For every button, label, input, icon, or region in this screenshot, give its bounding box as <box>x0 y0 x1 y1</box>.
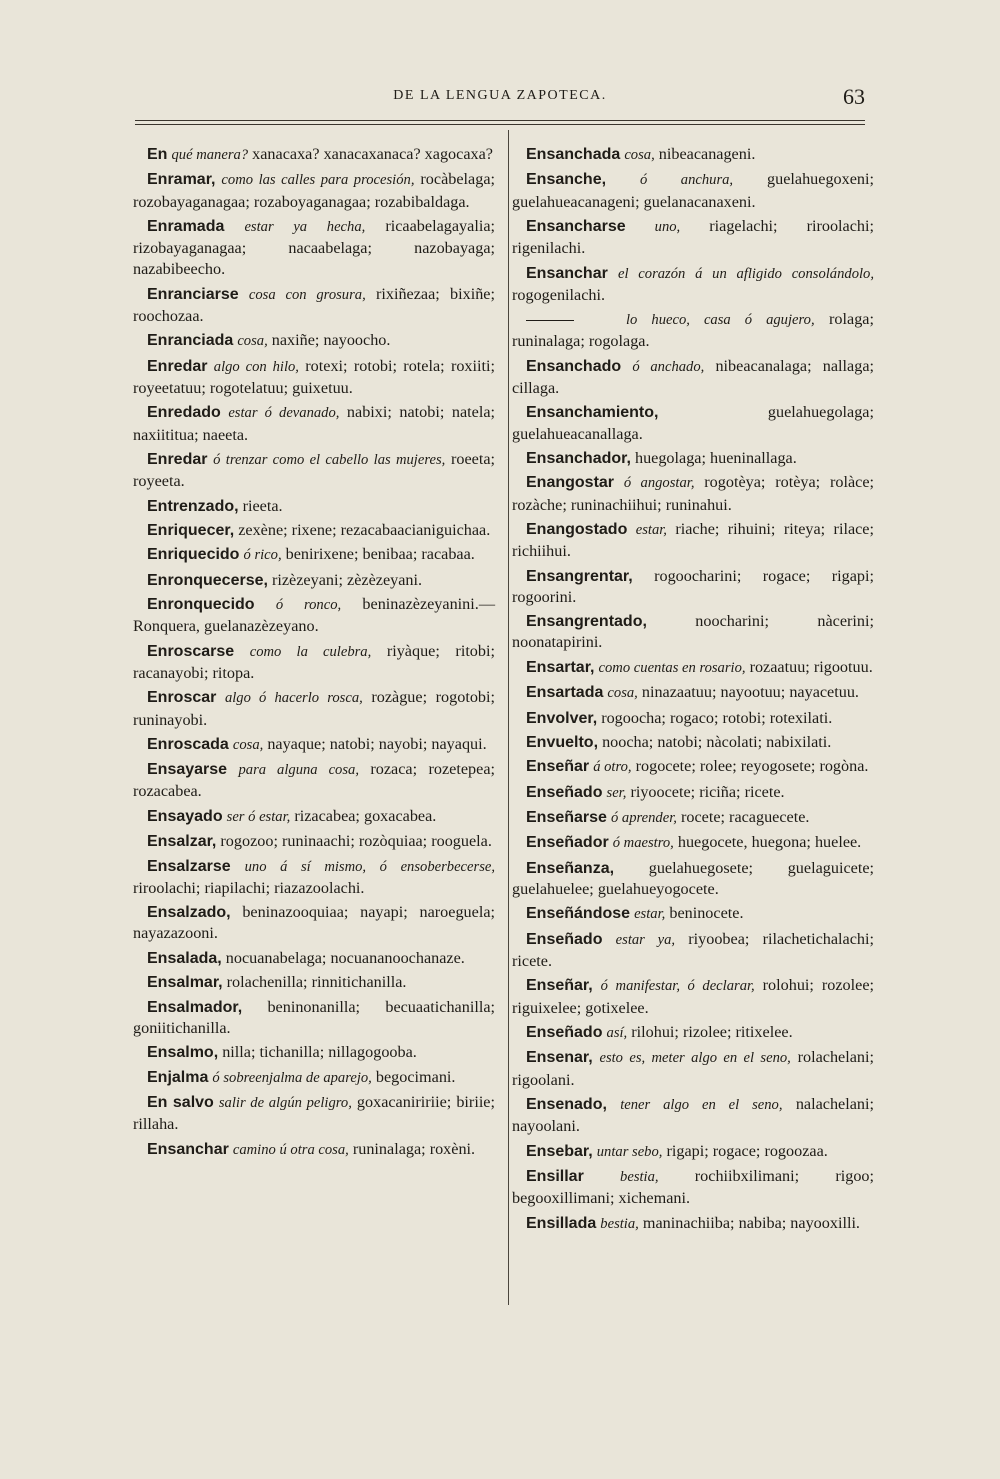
dictionary-entry <box>512 657 874 679</box>
entry-translation: rotexi; rotobi; rotela; roxiiti; royeetatuu; rogotelatuu; guixetuu. <box>133 356 496 397</box>
entry-translation: rilohui; rizolee; ritixelee. <box>631 1023 793 1042</box>
entry-headword: Ensalzado, <box>147 904 231 922</box>
entry-qualifier: estar ya, <box>615 931 676 948</box>
entry-translation: rogocete; rolee; reyogosete; rogòna. <box>635 757 869 776</box>
dictionary-entry <box>512 903 874 925</box>
dictionary-entry <box>512 975 874 1018</box>
entry-qualifier: esto es, meter algo en el seno, <box>599 1050 791 1067</box>
entry-qualifier: bestia, <box>600 1215 639 1232</box>
entry-qualifier: camino ú otra cosa, <box>232 1141 349 1158</box>
entry-translation: rogoocharini; rogace; rigapi; rogoorini. <box>512 566 875 606</box>
entry-translation: nibeacanalaga; nallaga; cillaga. <box>512 356 875 397</box>
entry-translation: noocharini; nàcerini; noonatapirini. <box>512 612 874 652</box>
entry-headword: Ensalmador, <box>147 998 243 1016</box>
entry-translation: guelahuegoxeni; guelahueacanageni; guelanacanaxeni. <box>512 170 875 211</box>
entry-headword: Ensillar <box>526 1167 584 1185</box>
entry-translation: nalachelani; nayoolani. <box>512 1095 875 1136</box>
entry-headword: Ensalmo, <box>147 1044 219 1062</box>
entry-translation: beninazooquiaa; nayapi; naroeguela; nayazazooni. <box>133 903 495 943</box>
entry-translation: xanacaxa? xanacaxanaca? xagocaxa? <box>252 145 493 163</box>
dictionary-entry <box>512 682 874 704</box>
entry-qualifier: ó manifestar, ó declarar, <box>600 978 755 995</box>
entry-headword: Ensebar, <box>526 1142 593 1160</box>
entry-headword: Ensanchado <box>526 357 622 375</box>
entry-qualifier: ó trenzar como el cabello las mujeres, <box>213 451 446 468</box>
entry-translation: rogozoo; runinaachi; rozòquiaa; rooguela. <box>220 832 492 851</box>
dictionary-entry <box>133 759 495 802</box>
entry-headword: Enangostado <box>526 520 628 538</box>
entry-headword: Enranciada <box>147 332 234 350</box>
entry-translation: riroolachi; riapilachi; riazazoolachi. <box>133 878 365 897</box>
entry-translation: rocete; racaguecete. <box>680 808 810 827</box>
dictionary-entry <box>133 856 495 899</box>
entry-translation: rizèzeyani; zèzèzeyani. <box>271 570 423 589</box>
dictionary-entry <box>133 144 495 166</box>
entry-headword: Ensangrentar, <box>526 567 633 585</box>
entry-headword: Enseñanza, <box>526 859 615 877</box>
dictionary-entry <box>512 807 874 829</box>
entry-headword: Ensanchar <box>147 1140 229 1158</box>
dictionary-entry <box>133 520 495 541</box>
dictionary-entry <box>133 169 495 212</box>
left-column <box>133 144 495 1164</box>
entry-headword: Envuelto, <box>526 733 599 751</box>
entry-headword: Enseñarse <box>526 809 607 827</box>
entry-translation: riyàque; ritobi; racanayobi; ritopa. <box>133 641 495 682</box>
entry-headword: Enroscar <box>147 689 217 707</box>
entry-qualifier: así, <box>606 1025 628 1042</box>
dictionary-entry <box>512 929 874 972</box>
entry-headword: Ensanchamiento, <box>526 404 659 422</box>
entry-qualifier: ó sobreenjalma de aparejo, <box>212 1069 372 1086</box>
entry-translation: rolohui; rozolee; riguixelee; gotixelee. <box>512 976 875 1017</box>
entry-headword: Ensanchada <box>526 146 621 163</box>
entry-headword: Enroscada <box>147 735 229 753</box>
entry-qualifier: ó aprender, <box>610 810 677 827</box>
dictionary-entry <box>133 402 495 445</box>
entry-qualifier: untar sebo, <box>596 1143 663 1160</box>
entry-headword: Ensanchador, <box>526 449 631 467</box>
entry-headword: Ensenar, <box>526 1049 593 1067</box>
entry-translation: rizacabea; goxacabea. <box>294 806 437 825</box>
entry-qualifier: qué manera? <box>171 147 249 163</box>
entry-headword: Ensalada, <box>147 949 222 967</box>
dictionary-entry <box>133 216 495 281</box>
entry-headword: En salvo <box>147 1094 214 1111</box>
entry-translation: rolaga; runinalaga; rogolaga. <box>512 310 874 351</box>
entry-qualifier: como cuentas en rosario, <box>598 659 746 676</box>
entry-headword: Enjalma <box>147 1068 209 1086</box>
entry-qualifier: cosa, <box>624 147 655 163</box>
entry-qualifier: ó angostar, <box>623 475 695 492</box>
entry-headword: Ensanchar <box>526 264 608 282</box>
dictionary-entry <box>512 732 874 753</box>
entry-headword: Enredar <box>147 357 208 375</box>
entry-headword: Enseñar <box>526 758 590 776</box>
entry-translation: nayaque; natobi; nayobi; nayaqui. <box>267 734 487 753</box>
entry-headword: Ensartada <box>526 684 604 702</box>
dictionary-entry <box>512 1166 874 1209</box>
dictionary-entry <box>133 284 495 327</box>
entry-translation: guelahuegolaga; guelahueacanallaga. <box>512 403 874 443</box>
entry-translation: ricaabelagayalia; rizobayaganagaa; nacaabelaga; nazobayaga; nazabibeecho. <box>133 216 495 279</box>
dictionary-entry <box>512 566 874 608</box>
entry-headword: Ensalzarse <box>147 857 231 875</box>
running-title: DE LA LENGUA ZAPOTECA. <box>393 88 607 103</box>
entry-translation: riagelachi; riroolachi; rigenilachi. <box>512 216 875 258</box>
entry-headword: Ensartar, <box>526 658 595 676</box>
entry-translation: beninazèzeyanini.— Ronquera, guelanazèzeyano. <box>133 595 496 636</box>
entry-translation: rogoocha; rogaco; rotobi; rotexilati. <box>601 708 833 727</box>
dictionary-entry <box>512 782 874 804</box>
entry-translation: zexène; rixene; rezacabaacianiguichaa. <box>238 520 491 539</box>
entry-qualifier: á otro, <box>593 759 632 776</box>
dictionary-entry <box>133 806 495 828</box>
entry-headword: Enranciarse <box>147 285 239 303</box>
entry-headword: Enriquecer, <box>147 521 235 539</box>
entry-translation: naxiñe; nayoocho. <box>271 331 391 350</box>
dictionary-entry <box>512 144 874 166</box>
dictionary-entry <box>133 496 495 517</box>
entry-translation: nibeacanageni. <box>658 145 756 163</box>
entry-qualifier: salir de algún peligro, <box>218 1095 352 1111</box>
entry-headword: Ensanche, <box>526 171 607 189</box>
entry-translation: beninonanilla; becuaatichanilla; goniitichanilla. <box>133 997 495 1037</box>
dictionary-entry <box>133 330 495 352</box>
dictionary-entry <box>512 402 874 444</box>
entry-translation: begocimani. <box>375 1067 456 1086</box>
entry-translation: riyoocete; riciña; ricete. <box>630 782 785 801</box>
entry-qualifier: como las calles para procesión, <box>221 172 415 189</box>
entry-qualifier: uno á sí mismo, ó ensoberbecerse, <box>244 858 495 875</box>
entry-qualifier: estar ó devanado, <box>228 405 340 422</box>
entry-qualifier: ó rico, <box>243 547 282 564</box>
entry-translation: riyoobea; rilachetichalachi; ricete. <box>512 929 875 971</box>
entry-translation: runinalaga; roxèni. <box>352 1139 476 1158</box>
dictionary-entry <box>133 734 495 756</box>
entry-translation: huegolaga; hueninallaga. <box>634 448 797 467</box>
entry-qualifier: cosa con grosura, <box>248 286 366 303</box>
entry-qualifier: uno, <box>654 218 681 235</box>
dictionary-entry <box>133 641 495 684</box>
entry-headword: Enroscarse <box>147 642 235 660</box>
entry-headword: Ensenado, <box>526 1096 607 1113</box>
header-rule-bottom <box>135 124 865 125</box>
dictionary-entry <box>512 169 874 212</box>
entry-qualifier: cosa, <box>232 736 264 753</box>
dictionary-entry <box>512 1213 874 1235</box>
entry-qualifier: algo ó hacerlo rosca, <box>224 690 363 707</box>
dictionary-entry <box>512 611 874 653</box>
entry-headword: Enriquecido <box>147 546 240 564</box>
entry-translation: rogogenilachi. <box>512 285 606 304</box>
entry-qualifier: ser, <box>606 784 627 801</box>
entry-headword: Enronquecido <box>147 596 255 614</box>
entry-qualifier: estar, <box>634 906 666 923</box>
dictionary-entry <box>133 948 495 969</box>
header-rule-top <box>135 120 865 121</box>
dictionary-entry <box>512 356 874 399</box>
dictionary-entry <box>512 1047 874 1090</box>
entry-translation: guelahuegosete; guelaguicete; guelahuelee; guelahueyogocete. <box>512 858 874 899</box>
entry-translation: goxacaniririie; biriie; rillaha. <box>133 1093 495 1134</box>
dictionary-entry <box>512 858 874 900</box>
entry-headword: Ensayarse <box>147 761 228 779</box>
entry-headword: Enramada <box>147 217 225 235</box>
entry-qualifier: estar, <box>635 521 667 538</box>
entry-headword: Enseñándose <box>526 905 631 923</box>
entry-translation: huegocete, huegona; huelee. <box>677 833 862 852</box>
entry-qualifier: ser ó estar, <box>226 808 291 825</box>
entry-translation: riache; rihuini; riteya; rilace; richiihui. <box>512 519 874 561</box>
entry-translation: rocàbelaga; rozobayaganagaa; rozaboyaganagaa; rozabibaldaga. <box>133 170 496 211</box>
dictionary-entry <box>512 309 874 352</box>
right-column <box>512 144 874 1238</box>
entry-translation: rozaca; rozetepea; rozacabea. <box>133 760 496 801</box>
entry-translation: roeeta; royeeta. <box>133 449 496 491</box>
entry-headword: Enseñado <box>526 1024 603 1042</box>
entry-qualifier: cosa, <box>237 333 268 350</box>
entry-headword: Enramar, <box>147 171 216 189</box>
entry-headword: Entrenzado, <box>147 497 239 515</box>
entry-translation: rozàgue; rogotobi; runinayobi. <box>133 688 495 729</box>
entry-qualifier: ó anchura, <box>639 172 734 189</box>
entry-translation: rozaatuu; rigootuu. <box>749 657 873 676</box>
entry-translation: rochiibxilimani; rigoo; begooxillimani; xichemani. <box>512 1166 874 1208</box>
dictionary-entry <box>512 756 874 778</box>
entry-qualifier: lo hueco, casa ó agujero, <box>626 312 815 329</box>
entry-qualifier: ó ronco, <box>275 597 342 614</box>
entry-translation: rolachenilla; rinnitichanilla. <box>226 973 407 992</box>
dictionary-entry <box>133 356 495 399</box>
entry-headword: Ensalzar, <box>147 833 217 851</box>
dictionary-entry <box>133 997 495 1039</box>
entry-translation: rogotèya; rotèya; rolàce; rozàche; runinachiihui; runinahui. <box>512 473 875 514</box>
dictionary-entry <box>133 687 495 730</box>
dictionary-entry <box>512 708 874 729</box>
dictionary-entry <box>133 1139 495 1161</box>
entry-translation: noocha; natobi; nàcolati; nabixilati. <box>602 732 832 751</box>
entry-headword: Ensayado <box>147 807 223 825</box>
entry-qualifier: algo con hilo, <box>213 358 299 375</box>
entry-translation: rixiñezaa; bixiñe; roochozaa. <box>133 284 495 325</box>
dictionary-entry <box>133 594 495 637</box>
entry-translation: nabixi; natobi; natela; naxiititua; naeeta. <box>133 403 495 444</box>
entry-qualifier: estar ya hecha, <box>244 218 366 235</box>
entry-headword: Enredado <box>147 404 221 422</box>
dictionary-entry <box>133 972 495 993</box>
entry-translation: ninazaatuu; nayootuu; nayacetuu. <box>641 683 859 702</box>
dictionary-entry <box>133 1092 495 1135</box>
dictionary-entry <box>133 831 495 852</box>
dictionary-entry <box>512 263 874 306</box>
dictionary-entry <box>133 544 495 566</box>
repeat-dash <box>526 320 574 321</box>
entry-translation: rieeta. <box>242 496 283 515</box>
dictionary-entry <box>133 570 495 591</box>
entry-headword: Ensillada <box>526 1214 597 1232</box>
dictionary-entry <box>512 472 874 515</box>
dictionary-entry <box>512 448 874 469</box>
entry-headword: Enredar <box>147 450 208 468</box>
entry-headword: Ensalmar, <box>147 974 223 992</box>
entry-headword: Enseñado <box>526 783 603 801</box>
entry-qualifier: para alguna cosa, <box>238 762 359 779</box>
entry-headword: Enangostar <box>526 474 615 492</box>
entry-translation: nilla; tichanilla; nillagogooba. <box>222 1043 417 1062</box>
entry-headword: Enseñador <box>526 834 609 852</box>
page-header <box>135 84 865 114</box>
entry-headword: Enseñado <box>526 930 603 948</box>
dictionary-entry <box>512 216 874 259</box>
entry-translation: maninachiiba; nabiba; nayooxilli. <box>642 1213 860 1232</box>
page-number: 63 <box>843 84 865 109</box>
entry-translation: rolachelani; rigoolani. <box>512 1048 875 1089</box>
entry-translation: nocuanabelaga; nocuananoochanaze. <box>225 948 465 967</box>
entry-qualifier: tener algo en el seno, <box>620 1097 783 1113</box>
entry-headword: En <box>147 146 168 163</box>
dictionary-entry <box>512 832 874 854</box>
entry-headword: Ensancharse <box>526 217 626 235</box>
entry-qualifier: bestia, <box>620 1168 659 1185</box>
entry-qualifier: como la culebra, <box>249 643 372 660</box>
entry-translation: rigapi; rogace; rogoozaa. <box>666 1141 828 1160</box>
entry-headword: Envolver, <box>526 709 598 727</box>
dictionary-entry <box>512 1094 874 1137</box>
entry-headword: Enseñar, <box>526 977 593 995</box>
entry-qualifier: ó maestro, <box>612 835 674 852</box>
dictionary-entry <box>512 1022 874 1044</box>
dictionary-entry <box>133 902 495 944</box>
column-divider <box>508 130 509 1305</box>
entry-qualifier: ó anchado, <box>632 358 705 375</box>
entry-headword: Ensangrentado, <box>526 613 647 631</box>
dictionary-entry <box>512 519 874 562</box>
entry-qualifier: cosa, <box>607 685 638 702</box>
entry-qualifier: el corazón á un afligido consolándolo, <box>617 265 874 282</box>
entry-translation: benirixene; benibaa; racabaa. <box>285 545 475 564</box>
entry-translation: beninocete. <box>669 904 744 923</box>
dictionary-entry <box>512 1141 874 1163</box>
dictionary-entry <box>133 1067 495 1089</box>
dictionary-entry <box>133 1042 495 1063</box>
dictionary-entry <box>133 449 495 492</box>
entry-headword: Enronquecerse, <box>147 571 268 589</box>
